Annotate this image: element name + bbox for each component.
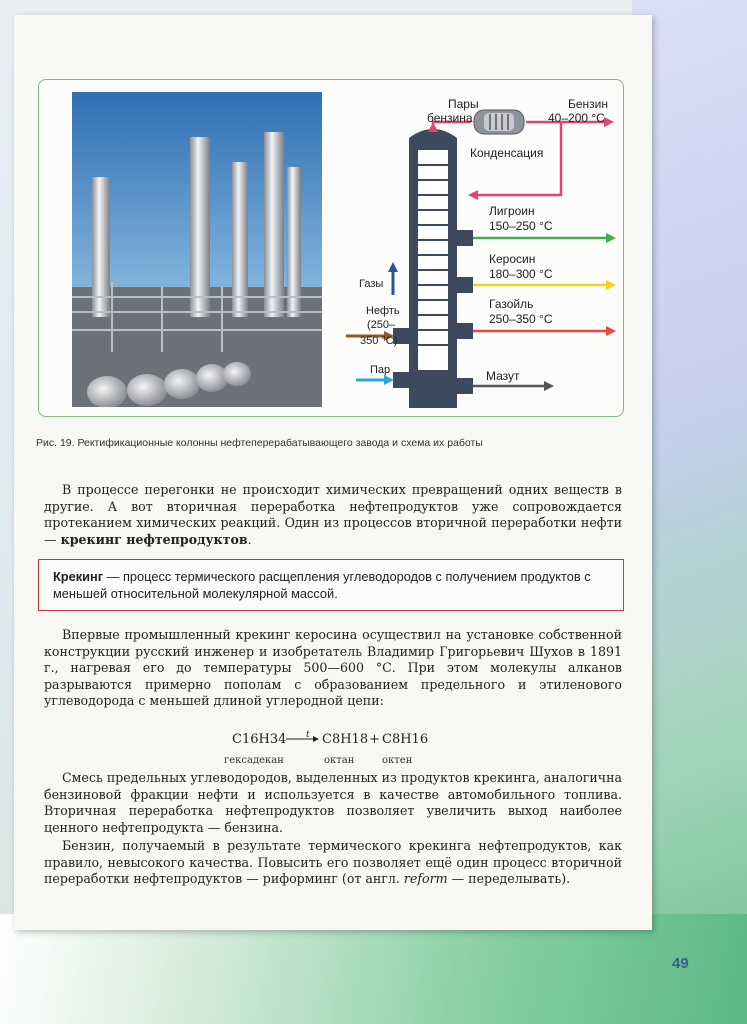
gas-output-arrowhead: [388, 262, 398, 272]
equation-product-2-name: октен: [382, 755, 413, 766]
equation-plus: +: [369, 732, 380, 747]
label-fuel-oil: Мазут: [486, 369, 520, 383]
paragraph-1: [44, 482, 622, 548]
gasoline-arrowhead: [604, 117, 614, 127]
label-condensation: Конденсация: [470, 146, 544, 160]
label-ligroin-line1: Лигроин: [489, 204, 535, 218]
definition-text: [53, 568, 608, 602]
distillation-column: [393, 129, 473, 408]
label-vapors-line1: Пары: [448, 97, 479, 111]
paragraph-4: [44, 838, 622, 888]
figure-caption: Рис. 19. Ректификационные колонны нефтеперерабатывающего завода и схема их работы: [36, 437, 483, 449]
paragraph-2: Впервые промышленный крекинг керосина осуществил на установке собственной конструкции русский инженер и изобретатель Владимир Григорьевич Шухов в 1891 г., нагревая его до температуры 500—600 °С. При этом молекулы алканов разрываются примерно пополам с образованием предельного и этиленового углеводорода с меньшей длиной углеродной цепи:: [44, 627, 622, 708]
equation-arrowhead: [313, 736, 319, 742]
term-cracking-products: крекинг нефтепродуктов: [60, 531, 248, 547]
equation-product-2: C8H16: [382, 732, 429, 747]
equation-reactant-name: гексадекан: [224, 755, 284, 766]
page-number: 49: [672, 955, 689, 972]
label-steam: Пар: [370, 364, 391, 376]
label-ligroin-line2: 150–250 °С: [489, 219, 553, 233]
label-oil-line3: 350 °С): [360, 335, 398, 347]
label-oil-line2: (250–: [367, 319, 396, 331]
definition-body: — процесс термического расщепления углеводородов с получением продуктов с меньшей относительной молекулярной массой.: [53, 569, 591, 601]
label-oil-line1: Нефть: [366, 305, 400, 317]
cracking-equation: [224, 729, 444, 769]
paragraph-4-text: Бензин, получаемый в результате термического крекинга нефтепродуктов, как правило, невысокого качества. Повысить его позволяет ещё один процесс вторичной переработки нефтепродуктов — риформинг (от англ.: [44, 838, 622, 886]
equation-product-1-name: октан: [324, 755, 355, 766]
definition-box: [38, 559, 624, 611]
steam-input-arrowhead: [384, 375, 394, 385]
paragraph-3: Смесь предельных углеводородов, выделенных из продуктов крекинга, аналогична бензиновой фракции нефти и используется в качестве автомобильного топлива. Вторичная переработка нефтепродуктов позволяет увеличить выход наиболее ценного нефтепродукта — бензина.: [44, 770, 622, 835]
equation-reactant: C16H34: [232, 732, 287, 747]
label-gasoline-line2: 40–200 °С: [548, 111, 605, 125]
paragraph-1-end: .: [247, 531, 252, 547]
definition-term: Крекинг: [53, 569, 104, 584]
fuel-oil-arrowhead: [544, 381, 554, 391]
reflux-arrowhead: [468, 190, 478, 200]
label-gasoil-line2: 250–350 °С: [489, 312, 553, 326]
equation-product-1: C8H18: [322, 732, 369, 747]
condenser-icon: [474, 110, 524, 134]
refinery-photo: [72, 92, 322, 407]
term-reform: reform: [403, 871, 448, 886]
gasoil-arrowhead: [606, 326, 616, 336]
label-gasoline-line1: Бензин: [568, 97, 609, 111]
label-kerosene-line2: 180–300 °С: [489, 267, 553, 281]
decorative-background-bottom: [0, 914, 747, 1024]
paragraph-4-end: — переделывать).: [447, 871, 571, 886]
label-vapors-line2: бензина: [427, 111, 473, 125]
ligroin-arrowhead: [606, 233, 616, 243]
equation-condition: t: [306, 730, 310, 740]
label-gases: Газы: [359, 278, 384, 290]
textbook-page: [14, 15, 652, 930]
label-kerosene-line1: Керосин: [489, 252, 536, 266]
distillation-diagram: [336, 80, 636, 424]
label-gasoil-line1: Газойль: [489, 297, 534, 311]
kerosene-arrowhead: [606, 280, 616, 290]
paragraph-1-text: В процессе перегонки не происходит химических превращений одних веществ в другие. А вот вторичная переработка нефтепродуктов уже сопровождается протеканием химических реакций. Один из процессов вторичной переработки нефти —: [44, 482, 622, 547]
